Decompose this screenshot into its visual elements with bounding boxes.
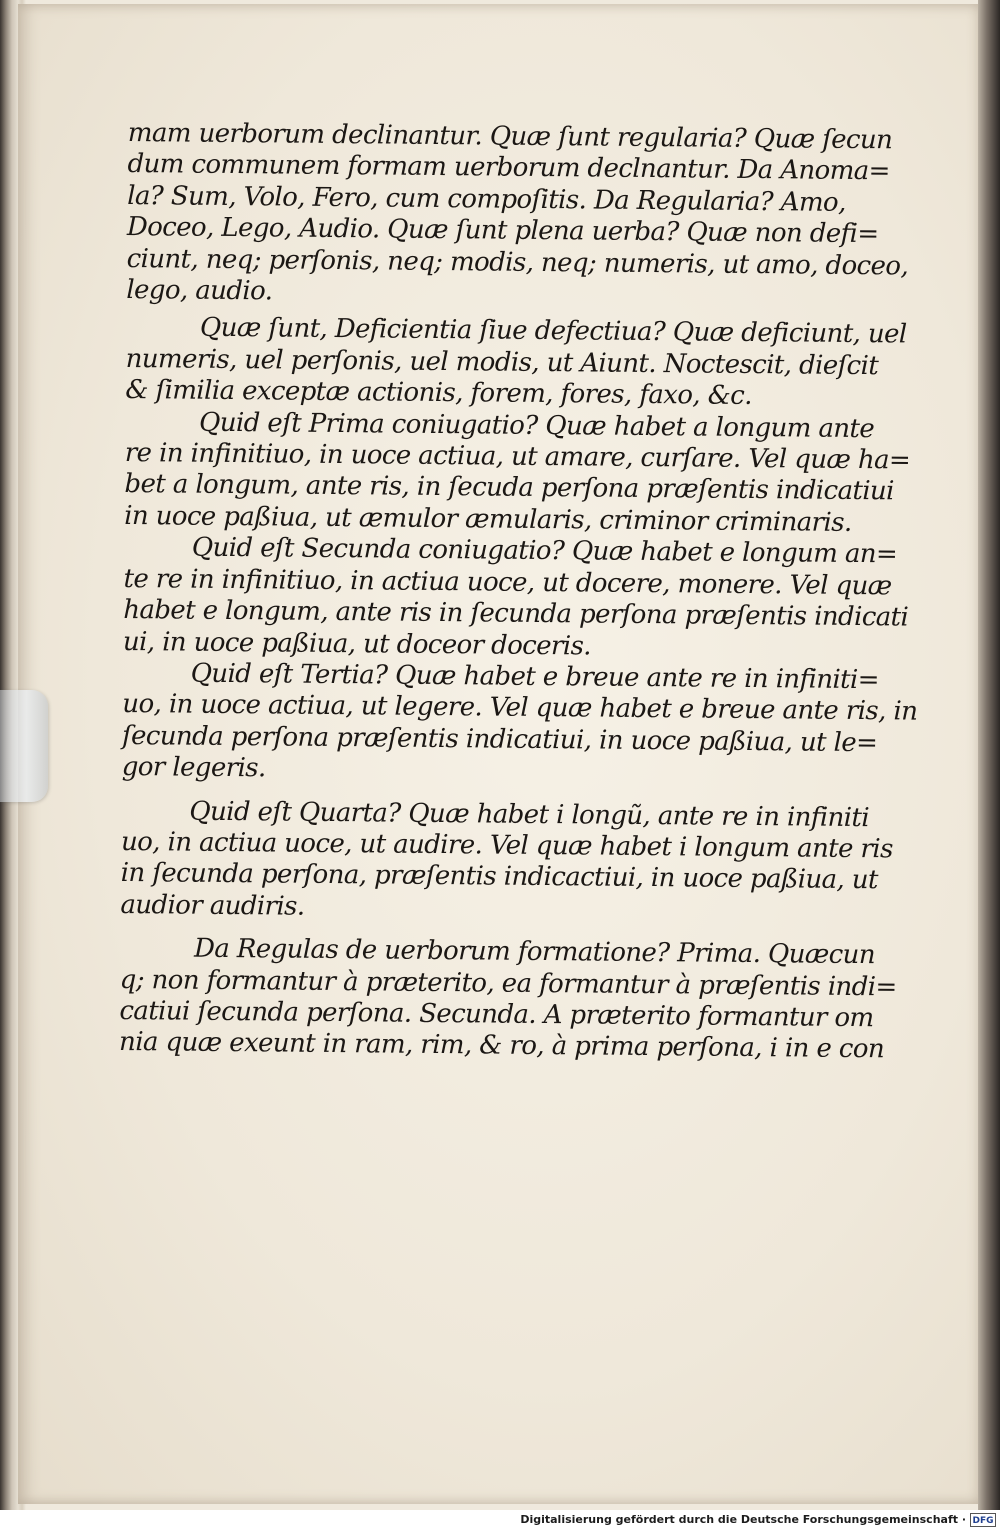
text-line: lego, audio.	[126, 275, 273, 307]
text-line: ui, in uoce paßiua, ut doceor doceris.	[122, 626, 592, 661]
digitization-footer	[0, 1510, 1000, 1531]
text-line: uo, in actiua uoce, ut audire. Vel quæ habet i longum ante ris	[120, 826, 893, 865]
text-line: uo, in uoce actiua, ut legere. Vel quæ habet e breue ante ris, in	[122, 689, 918, 727]
book-right-edge	[978, 0, 1000, 1510]
text-line: nia quæ exeunt in ram, rim, & ro, à prima perſona, i in e con	[118, 1027, 885, 1065]
dfg-logo-icon: DFG	[970, 1513, 996, 1527]
text-line: q; non formantur à præterito, ea formantur à præſentis indi=	[119, 964, 897, 1002]
text-line: dum communem formam uerborum declnantur. Da Anoma=	[127, 149, 890, 187]
page-text	[118, 118, 918, 1066]
text-line: audior audiris.	[120, 889, 305, 922]
text-line: Quæ ſunt, Deficientia ſiue defectiua? Quæ deficiunt, uel	[199, 313, 907, 350]
text-line: numeris, uel perſonis, uel modis, ut Aiunt. Noctescit, dieſcit	[125, 343, 879, 382]
page-clip	[0, 690, 48, 802]
text-line: gor legeris.	[121, 752, 266, 784]
text-line: ciunt, neq; perſonis, neq; modis, neq; numeris, ut amo, doceo,	[126, 243, 909, 282]
text-line: Quid eſt Secunda coniugatio? Quæ habet e longum an=	[191, 532, 898, 570]
text-line: mam uerborum declinantur. Quæ ſunt regularia? Quæ ſecun	[127, 118, 893, 156]
text-line: Quid eſt Prima coniugatio? Quæ habet a longum ante	[198, 407, 875, 444]
text-line: re in infinitiuo, in uoce actiua, ut amare, curſare. Vel quæ ha=	[124, 438, 911, 476]
text-line: Quid eſt Quarta? Quæ habet i longũ, ante re in infiniti	[189, 796, 870, 833]
funding-credit: Digitalisierung gefördert durch die Deutsche Forschungsgemeinschaft ·	[520, 1513, 966, 1526]
text-line: Doceo, Lego, Audio. Quæ ſunt plena uerba? Quæ non defi=	[126, 212, 879, 250]
text-line: la? Sum, Volo, Fero, cum compoſitis. Da Regularia? Amo,	[127, 180, 846, 218]
text-line: Da Regulas de uerborum formatione? Prima. Quæcun	[193, 933, 876, 971]
text-line: & ſimilia exceptæ actionis, forem, fores, faxo, &c.	[125, 375, 753, 412]
text-line: habet e longum, ante ris in ſecunda perſona præſentis indicati	[123, 595, 909, 633]
text-line: bet a longum, ante ris, in ſecuda perſona præſentis indicatiui	[124, 469, 894, 507]
text-line: in uoce paßiua, ut æmulor æmularis, criminor criminaris.	[124, 500, 852, 538]
text-line: catiui ſecunda perſona. Secunda. A præterito formantur om	[119, 995, 874, 1034]
text-line: Quid eſt Tertia? Quæ habet e breue ante re in infiniti=	[190, 658, 880, 696]
text-line: in ſecunda perſona, præſentis indicactiui, in uoce paßiua, ut	[120, 858, 878, 896]
text-line: ſecunda perſona præſentis indicatiui, in uoce paßiua, ut le=	[121, 720, 878, 758]
text-line: te re in infinitiuo, in actiua uoce, ut docere, monere. Vel quæ	[123, 563, 892, 602]
